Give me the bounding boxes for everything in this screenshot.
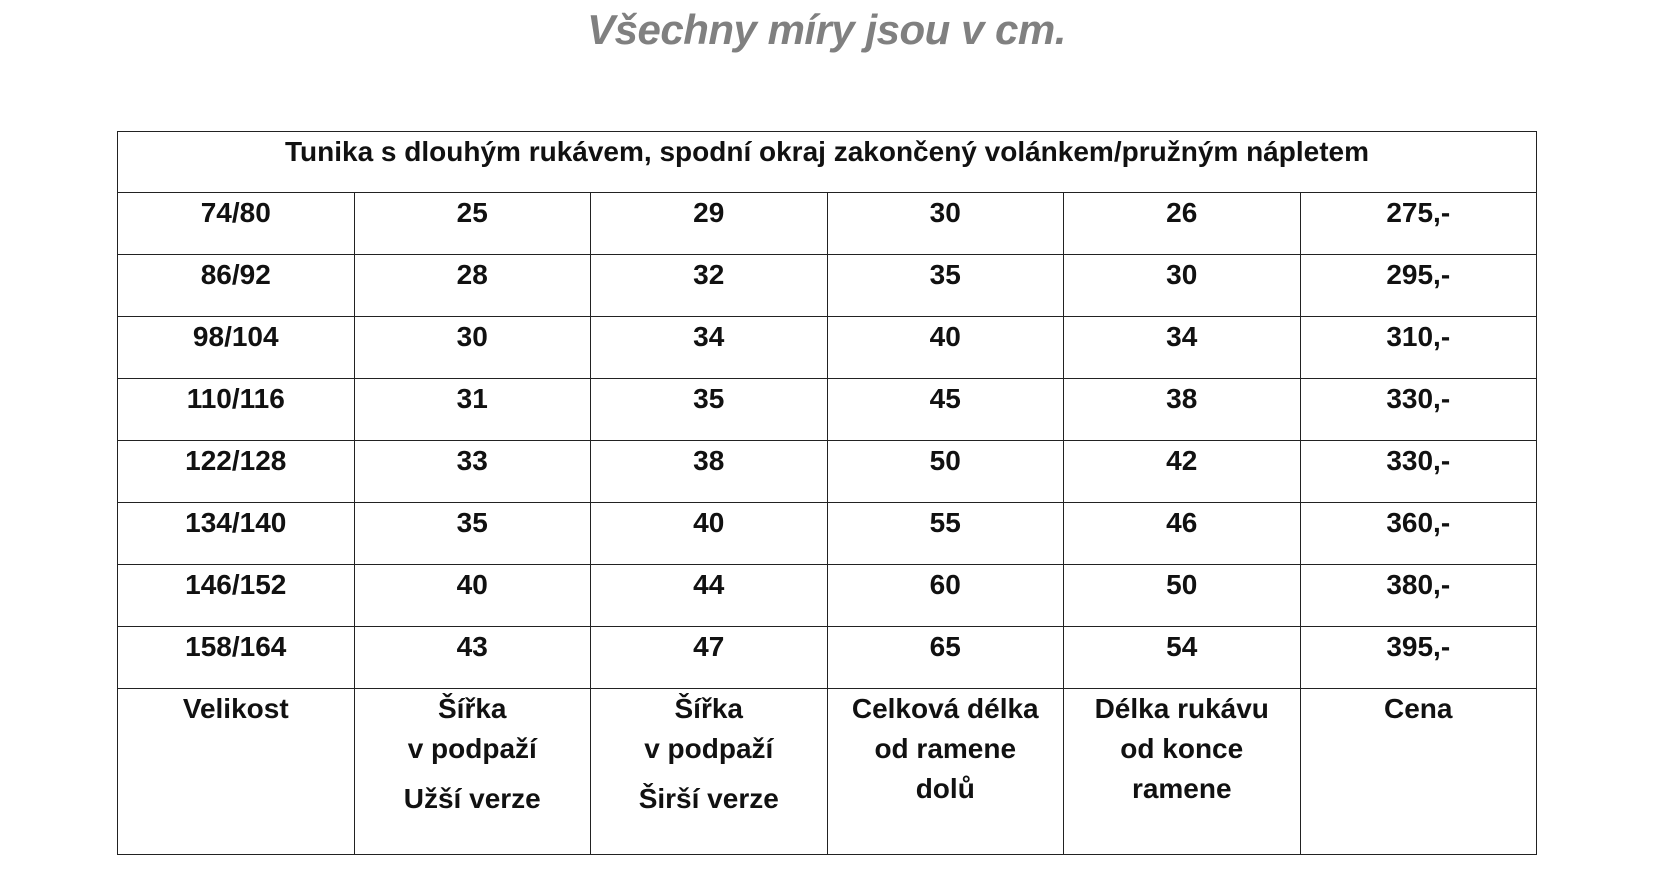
header-line: od ramene [874,733,1017,764]
total-length-cell: 55 [827,503,1064,565]
narrow-width-cell: 40 [354,565,591,627]
total-length-cell: 35 [827,255,1064,317]
header-line: od konce [1120,733,1244,764]
price-cell: 330,- [1300,379,1537,441]
size-cell: 98/104 [118,317,355,379]
wide-width-cell: 47 [591,627,828,689]
header-line: ramene [1131,773,1232,804]
wide-width-cell: 40 [591,503,828,565]
price-cell: 275,- [1300,193,1537,255]
wide-width-cell: 35 [591,379,828,441]
narrow-width-cell: 35 [354,503,591,565]
column-header-row [118,689,1537,855]
narrow-width-cell: 30 [354,317,591,379]
size-cell: 146/152 [118,565,355,627]
table-row [118,193,1537,255]
table-title: Tunika s dlouhým rukávem, spodní okraj zakončený volánkem/pružným nápletem [118,132,1537,193]
wide-width-cell: 34 [591,317,828,379]
header-wide-width [591,689,828,855]
table-row [118,627,1537,689]
price-cell: 295,- [1300,255,1537,317]
sleeve-length-cell: 46 [1064,503,1301,565]
sleeve-length-cell: 38 [1064,379,1301,441]
sleeve-length-cell: 42 [1064,441,1301,503]
header-line: Cena [1384,693,1453,724]
price-cell: 380,- [1300,565,1537,627]
size-cell: 158/164 [118,627,355,689]
header-line: dolů [915,773,975,804]
size-cell: 122/128 [118,441,355,503]
header-line: Šířka [674,693,743,724]
wide-width-cell: 29 [591,193,828,255]
size-cell: 74/80 [118,193,355,255]
header-price [1300,689,1537,855]
sleeve-length-cell: 34 [1064,317,1301,379]
header-sleeve-length [1064,689,1301,855]
table-row [118,255,1537,317]
wide-width-cell: 38 [591,441,828,503]
total-length-cell: 65 [827,627,1064,689]
header-line: v podpaží [407,733,537,764]
size-table [117,131,1537,855]
price-cell: 330,- [1300,441,1537,503]
price-cell: 395,- [1300,627,1537,689]
narrow-width-cell: 33 [354,441,591,503]
measurement-note: Všechny míry jsou v cm. [587,6,1066,53]
size-cell: 134/140 [118,503,355,565]
total-length-cell: 40 [827,317,1064,379]
header-line: Délka rukávu [1094,693,1269,724]
header-subline: Širší verze [638,783,779,814]
table-row [118,503,1537,565]
total-length-cell: 45 [827,379,1064,441]
table-row [118,565,1537,627]
wide-width-cell: 32 [591,255,828,317]
table-row [118,441,1537,503]
price-cell: 310,- [1300,317,1537,379]
table-title-row [118,132,1537,193]
narrow-width-cell: 31 [354,379,591,441]
price-cell: 360,- [1300,503,1537,565]
narrow-width-cell: 25 [354,193,591,255]
narrow-width-cell: 28 [354,255,591,317]
header-subline: Užší verze [403,783,541,814]
total-length-cell: 30 [827,193,1064,255]
header-line: Šířka [438,693,507,724]
total-length-cell: 50 [827,441,1064,503]
size-cell: 86/92 [118,255,355,317]
header-narrow-width [354,689,591,855]
header-size [118,689,355,855]
header-line: Celková délka [851,693,1039,724]
size-cell: 110/116 [118,379,355,441]
sleeve-length-cell: 26 [1064,193,1301,255]
header-total-length [827,689,1064,855]
sleeve-length-cell: 30 [1064,255,1301,317]
narrow-width-cell: 43 [354,627,591,689]
table-row [118,379,1537,441]
sleeve-length-cell: 54 [1064,627,1301,689]
table-row [118,317,1537,379]
header-line: Velikost [182,693,289,724]
sleeve-length-cell: 50 [1064,565,1301,627]
wide-width-cell: 44 [591,565,828,627]
header-line: v podpaží [644,733,774,764]
total-length-cell: 60 [827,565,1064,627]
